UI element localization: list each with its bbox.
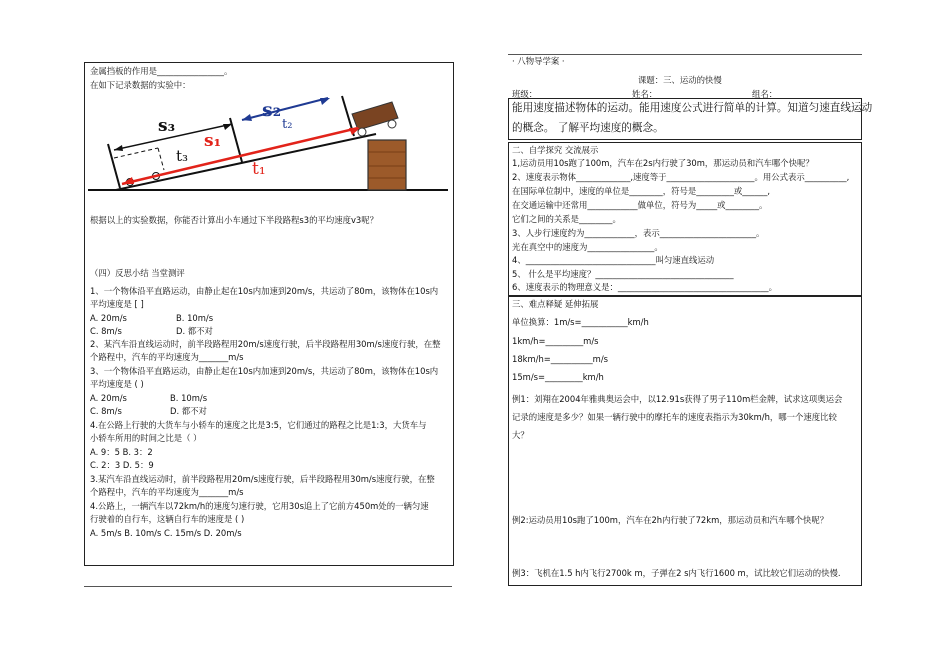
s2-line10: 6、速度表示的物理意义是：____________________________________。: [512, 282, 777, 292]
q4-line2: 小轿车所用的时间之比是（ ）: [90, 433, 202, 443]
unit-conversion-2: 1km/h=_________m/s: [512, 336, 599, 346]
s2-line8: 4、_______________________________叫匀速直线运动: [512, 255, 715, 265]
class-label: 班级：: [512, 89, 538, 99]
q6-line1: 4.公路上，一辆汽车以72km/h的速度匀速行驶，它用30s追上了它前方450m处的一辆匀速: [90, 501, 429, 511]
s2-line4: 在交通运输中还常用____________做单位，符号为_____或________。: [512, 200, 768, 210]
group-label: 组名：: [752, 89, 778, 99]
q2-line2: 个路程中，汽车的平均速度为_______m/s: [90, 352, 244, 362]
unit-conversion-4: 15m/s=_________km/h: [512, 372, 604, 382]
left-footer-rule: [84, 586, 452, 587]
end-marker: [108, 144, 120, 188]
q1-option-b: B. 10m/s: [176, 313, 214, 323]
q3-option-a: A. 20m/s: [90, 393, 127, 403]
q5-line1: 3.某汽车沿直线运动时，前半段路程用20m/s速度行驶，后半段路程用30m/s速度行驶，在整: [90, 474, 435, 484]
right-header-rule: [508, 54, 862, 55]
label-s1: s₁: [204, 131, 222, 151]
name-label: 姓名：: [632, 89, 658, 99]
q1-option-c: C. 8m/s: [90, 326, 122, 336]
q4-options-2: C. 2：3 D. 5：9: [90, 460, 154, 470]
objective-line2: 的概念。 了解平均速度的概念。: [512, 122, 664, 134]
label-t2: t₂: [282, 117, 293, 132]
v3-question: 根据以上的实验数据，你能否计算出小车通过下半段路程s3的平均速度v3呢？: [90, 215, 378, 225]
cart-wheel: [388, 120, 396, 128]
example1-line1: 例1：刘翔在2004年雅典奥运会中，以12.91s获得了男子110m栏金牌，试求这项奥运会: [512, 394, 843, 404]
q3-option-d: D. 都不对: [170, 406, 207, 416]
q1-option-d: D. 都不对: [176, 326, 213, 336]
q4-options-1: A. 9：5 B. 3：2: [90, 447, 153, 457]
q3-option-b: B. 10m/s: [170, 393, 208, 403]
q1-option-a: A. 20m/s: [90, 313, 127, 323]
q6-line2: 行驶着的自行车，这辆自行车的速度是 ( ): [90, 514, 245, 524]
example3: 例3：飞机在1.5 h内飞行2700k m，子弹在2 s内飞行1600 m，试比较它们运动的快慢.: [512, 568, 841, 578]
label-s2: s₂: [262, 99, 282, 121]
unit-conversion-1: 单位换算：1m/s=___________km/h: [512, 317, 649, 327]
incline-line: [116, 131, 376, 190]
label-t3: t₃: [176, 147, 189, 165]
example1-line3: 大？: [512, 430, 529, 440]
wood-block: [368, 140, 406, 190]
s1-arrow: [122, 128, 358, 184]
unit-conversion-3: 18km/h=__________m/s: [512, 354, 609, 364]
q3-line1: 3、一个物体沿平直路运动，由静止起在10s内加速到20m/s，共运动了80m，该物体在10s内: [90, 366, 439, 376]
s2-line6: 3、人步行速度约为____________，表示_______________________。: [512, 228, 765, 238]
s2-line1: 1,运动员用10s跑了100m，汽车在2s内行驶了30m，那运动员和汽车哪个快呢？: [512, 158, 814, 168]
section-four-title: （四）反思小结 当堂测评: [90, 268, 185, 278]
q5-line2: 个路程中，汽车的平均速度为_______m/s: [90, 487, 244, 497]
s2-line2: 2、速度表示物体_____________,速度等于_____________________。用公式表示__________,: [512, 172, 850, 182]
example2: 例2:运动员用10s跑了100m，汽车在2h内行驶了72km，那运动员和汽车哪个快呢？: [512, 515, 829, 525]
q6-options: A. 5m/s B. 10m/s C. 15m/s D. 20m/s: [90, 528, 242, 538]
s2-line9: 5、 什么是平均速度？_________________________________: [512, 269, 734, 279]
q3-line2: 平均速度是 ( ): [90, 379, 144, 389]
topic-title: 课题：三、运动的快慢: [638, 75, 722, 85]
section-three-title: 三、难点释疑 延伸拓展: [512, 299, 599, 309]
doc-header: · 八物导学案 ·: [512, 56, 565, 66]
label-s3: s₃: [158, 116, 176, 136]
q1-line2: 平均速度是 [ ]: [90, 299, 144, 309]
experiment-intro: 在如下记录数据的实验中：: [90, 80, 191, 90]
q3-option-c: C. 8m/s: [90, 406, 122, 416]
s2-line5: 它们之间的关系是________。: [512, 214, 621, 224]
baffle-question: 金属挡板的作用是________________。: [90, 66, 233, 76]
objective-line1: 能用速度描述物体的运动。能用速度公式进行简单的计算。知道匀速直线运动: [512, 102, 873, 114]
s2-line7: 光在真空中的速度为________________。: [512, 242, 663, 252]
label-t1: t₁: [252, 159, 266, 179]
section-two-title: 二、自学探究 交流展示: [512, 145, 599, 155]
example1-line2: 记录的速度是多少？如果一辆行驶中的摩托车的速度表指示为30km/h，哪一个速度比较: [512, 412, 837, 422]
q4-line1: 4.在公路上行驶的大货车与小轿车的速度之比是3:5，它们通过的路程之比是1:3，大货车与: [90, 420, 427, 430]
q1-line1: 1、一个物体沿平直路运动，由静止起在10s内加速到20m/s，共运动了80m，该物体在10s内: [90, 286, 439, 296]
q2-line1: 2、某汽车沿直线运动时，前半段路程用20m/s速度行驶，后半段路程用30m/s速度行驶，在整: [90, 339, 441, 349]
cart-wheel: [358, 128, 366, 136]
s2-line3: 在国际单位制中，速度的单位是________，符号是_________或______,: [512, 186, 771, 196]
